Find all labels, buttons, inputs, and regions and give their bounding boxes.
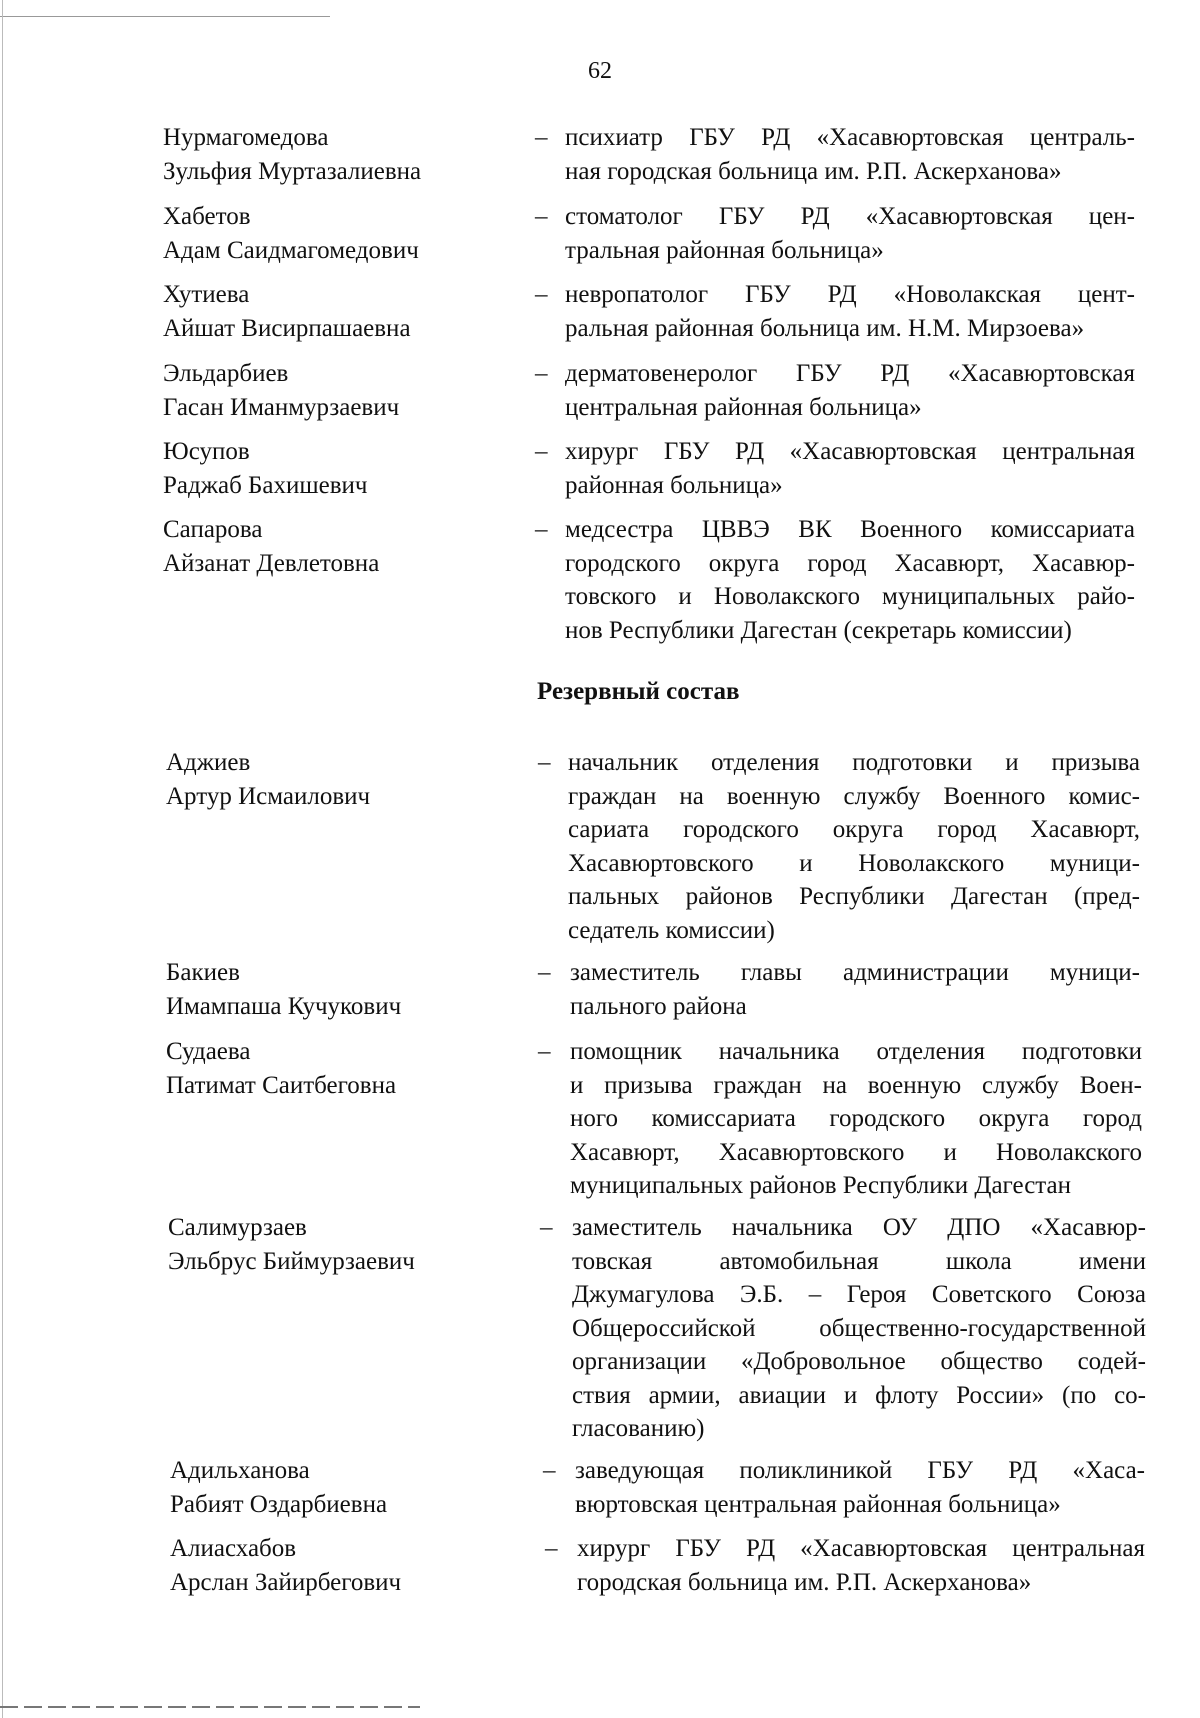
position-line: хирург ГБУ РД «Хасавюртовская центральная: [565, 438, 1135, 465]
member-surname: Сапарова: [163, 516, 263, 543]
member-position: [565, 121, 1135, 188]
position-line: районная больница»: [565, 471, 783, 499]
entry-dash: –: [538, 959, 551, 986]
scan-edge-top: [0, 16, 330, 17]
entry-dash: –: [538, 749, 551, 776]
position-line: центральная районная больница»: [565, 393, 922, 421]
member-name: [166, 956, 401, 1023]
entry-dash: –: [535, 438, 548, 465]
member-position: [565, 278, 1135, 345]
entry-dash: –: [540, 1214, 553, 1241]
member-given-names: Патимат Саитбеговна: [166, 1071, 397, 1099]
member-given-names: Зульфия Муртазалиевна: [163, 157, 422, 185]
member-name: [163, 435, 368, 502]
member-surname: Алиасхабов: [170, 1535, 297, 1562]
member-surname: Аджиев: [166, 749, 251, 776]
member-position: [575, 1454, 1145, 1521]
member-surname: Юсупов: [163, 438, 250, 465]
member-given-names: Эльбрус Биймурзаевич: [168, 1247, 415, 1275]
member-position: [570, 956, 1140, 1023]
position-line: ральная районная больница им. Н.М. Мирзоева»: [565, 314, 1085, 342]
position-line: заведующая поликлиникой ГБУ РД «Хаса-: [575, 1457, 1145, 1484]
position-line: гласованию): [572, 1415, 705, 1442]
scan-edge-bottom: [0, 1706, 420, 1708]
entry-dash: –: [535, 516, 548, 543]
position-line: товская автомобильная школа имени: [572, 1247, 1146, 1275]
member-given-names: Имампаша Кучукович: [166, 992, 402, 1020]
member-surname: Нурмагомедова: [163, 124, 329, 151]
member-given-names: Айшат Висирпашаевна: [163, 314, 411, 342]
position-line: Хасавюртовского и Новолакского муници-: [568, 849, 1140, 877]
member-position: [565, 513, 1135, 647]
position-line: товского и Новолакского муниципальных райо-: [565, 583, 1135, 610]
position-line: психиатр ГБУ РД «Хасавюртовская централь-: [565, 124, 1135, 151]
position-line: сариата городского округа город Хасавюрт,: [568, 816, 1140, 843]
position-line: начальник отделения подготовки и призыва: [568, 749, 1140, 776]
position-line: муниципальных районов Республики Дагестан: [570, 1172, 1072, 1199]
position-line: пальных районов Республики Дагестан (пред-: [568, 883, 1140, 910]
member-position: [565, 435, 1135, 502]
member-position: [568, 746, 1140, 947]
member-name: [166, 746, 370, 813]
position-line: нов Республики Дагестан (секретарь комиссии): [565, 616, 1072, 644]
member-name: [166, 1035, 396, 1102]
position-line: городская больница им. Р.П. Аскерханова»: [577, 1568, 1032, 1596]
position-line: городского округа город Хасавюрт, Хасавюр-: [565, 549, 1135, 577]
position-line: ная городская больница им. Р.П. Аскерханова»: [565, 157, 1062, 185]
member-position: [565, 200, 1135, 267]
position-line: хирург ГБУ РД «Хасавюртовская центральная: [577, 1535, 1145, 1562]
member-given-names: Айзанат Девлетовна: [163, 549, 380, 577]
position-line: стоматолог ГБУ РД «Хасавюртовская цен-: [565, 203, 1135, 230]
position-line: медсестра ЦВВЭ ВК Военного комиссариата: [565, 516, 1135, 543]
position-line: Джумагулова Э.Б. – Героя Советского Союза: [572, 1281, 1146, 1308]
position-line: помощник начальника отделения подготовки: [570, 1038, 1142, 1065]
position-line: граждан на военную службу Военного комис-: [568, 782, 1140, 810]
member-name: [170, 1532, 401, 1599]
member-given-names: Арслан Зайирбегович: [170, 1568, 402, 1596]
position-line: заместитель главы администрации муници-: [570, 959, 1140, 986]
member-surname: Хутиева: [163, 281, 250, 308]
entry-dash: –: [538, 1038, 551, 1065]
reserve-section-title: Резервный состав: [537, 678, 740, 705]
scan-edge-left: [2, 0, 3, 1718]
member-position: [572, 1211, 1146, 1446]
member-surname: Судаева: [166, 1038, 251, 1065]
position-line: невропатолог ГБУ РД «Новолакская цент-: [565, 281, 1135, 308]
member-name: [170, 1454, 387, 1521]
member-surname: Салимурзаев: [168, 1214, 307, 1241]
entry-dash: –: [535, 281, 548, 308]
entry-dash: –: [535, 360, 548, 387]
position-line: дерматовенеролог ГБУ РД «Хасавюртовская: [565, 360, 1135, 387]
member-name: [163, 200, 419, 267]
position-line: ного комиссариата городского округа город: [570, 1105, 1142, 1132]
entry-dash: –: [535, 203, 548, 230]
position-line: вюртовская центральная районная больница»: [575, 1490, 1061, 1518]
member-name: [163, 357, 399, 424]
entry-dash: –: [535, 124, 548, 151]
member-name: [163, 513, 379, 580]
position-line: седатель комиссии): [568, 916, 775, 944]
page-number: 62: [588, 58, 612, 84]
position-line: заместитель начальника ОУ ДПО «Хасавюр-: [572, 1214, 1146, 1241]
member-surname: Бакиев: [166, 959, 240, 986]
member-surname: Эльдарбиев: [163, 360, 289, 387]
member-surname: Хабетов: [163, 203, 251, 230]
position-line: Хасавюрт, Хасавюртовского и Новолакского: [570, 1138, 1142, 1166]
position-line: организации «Добровольное общество содей-: [572, 1348, 1146, 1375]
member-name: [168, 1211, 415, 1278]
entry-dash: –: [543, 1457, 556, 1484]
member-position: [570, 1035, 1142, 1203]
position-line: и призыва граждан на военную службу Воен-: [570, 1071, 1142, 1099]
member-given-names: Гасан Иманмурзаевич: [163, 393, 400, 421]
member-position: [577, 1532, 1145, 1599]
member-position: [565, 357, 1135, 424]
entry-dash: –: [545, 1535, 558, 1562]
position-line: тральная районная больница»: [565, 236, 884, 264]
member-given-names: Артур Исмаилович: [166, 782, 371, 810]
member-name: [163, 278, 411, 345]
position-line: ствия армии, авиации и флоту России» (по со-: [572, 1381, 1146, 1409]
member-given-names: Рабият Оздарбиевна: [170, 1490, 388, 1518]
member-given-names: Раджаб Бахишевич: [163, 471, 368, 499]
position-line: Общероссийской общественно-государственной: [572, 1314, 1146, 1342]
member-name: [163, 121, 421, 188]
position-line: пального района: [570, 992, 747, 1020]
member-surname: Адильханова: [170, 1457, 310, 1484]
member-given-names: Адам Саидмагомедович: [163, 236, 419, 264]
